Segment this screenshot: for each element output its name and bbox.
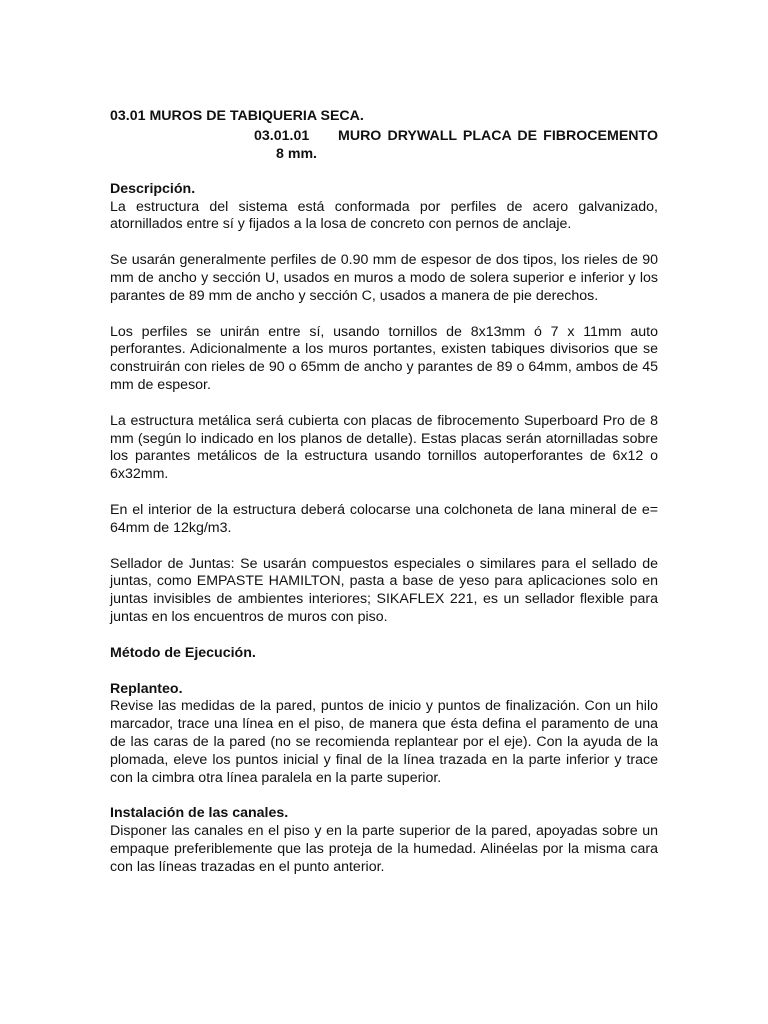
- replanteo-heading: Replanteo.: [110, 680, 183, 697]
- spacer: [110, 395, 658, 413]
- spacer: [110, 663, 658, 681]
- spacer: [110, 234, 658, 252]
- subsection-title-line2: 8 mm.: [276, 145, 318, 162]
- spacer: [110, 787, 658, 805]
- description-heading: Descripción.: [110, 180, 196, 197]
- document-page: [110, 108, 658, 877]
- spacer: [110, 627, 658, 645]
- paragraph-sealant: Sellador de Juntas: Se usarán compuestos especiales o similares para el sellado de juntas, como EMPASTE HAMILTON, pasta a base de yeso para aplicaciones solo en juntas invisibles de ambientes interiores; SIKAFLEX 221, es un sellador flexible para juntas en los encuentros de muros con piso.: [110, 555, 658, 625]
- spacer: [110, 538, 658, 556]
- method-heading: Método de Ejecución.: [110, 644, 256, 661]
- replanteo-paragraph: Revise las medidas de la pared, puntos de inicio y puntos de finalización. Con un hilo marcador, trace una línea en el piso, de manera que ésta defina el paramento de una de las caras de la pared (no se recomienda replantear por el eje). Con la ayuda de la plomada, eleve los puntos inicial y final de la línea trazada en la parte inferior y trace con la cimbra otra línea paralela en la parte superior.: [110, 698, 658, 786]
- paragraph-boards: La estructura metálica será cubierta con placas de fibrocemento Superboard Pro de 8 mm (según lo indicado en los planos de detalle). Estas placas serán atornilladas sobre los parantes metálicos de la estructura usando tornillos autoperforantes de 6x12 o 6x32mm.: [110, 412, 658, 483]
- section-title: 03.01 MUROS DE TABIQUERIA SECA.: [110, 108, 364, 124]
- spacer: [110, 484, 658, 502]
- paragraph-structure: La estructura del sistema está conformada por perfiles de acero galvanizado, atornillados entre sí y fijados a la losa de concreto con pernos de anclaje.: [110, 198, 658, 233]
- spacer: [110, 164, 658, 181]
- canales-heading: Instalación de las canales.: [110, 805, 289, 822]
- paragraph-profiles: Se usarán generalmente perfiles de 0.90 mm de espesor de dos tipos, los rieles de 90 mm de ancho y sección U, usados en muros a modo de solera superior e inferior y los parantes de 89 mm de ancho y sección C, usados a manera de pie derechos.: [110, 252, 658, 304]
- canales-paragraph: Disponer las canales en el piso y en la parte superior de la pared, apoyadas sobre un empaque preferiblemente que las proteja de la humedad. Alinéelas por la misma cara con las líneas trazadas en el punto anterior.: [110, 823, 658, 875]
- subsection-title-line1: MURO DRYWALL PLACA DE FIBROCEMENTO: [338, 127, 658, 144]
- paragraph-insulation: En el interior de la estructura deberá colocarse una colchoneta de lana mineral de e= 64mm de 12kg/m3.: [110, 501, 658, 536]
- subsection-number: 03.01.01: [254, 127, 310, 144]
- spacer: [110, 306, 658, 324]
- subsection-heading: [110, 128, 658, 164]
- paragraph-screws: Los perfiles se unirán entre sí, usando tornillos de 8x13mm ó 7 x 11mm auto perforantes. Adicionalmente a los muros portantes, existen tabiques divisorios que se construirán con rieles de 90 o 65mm de ancho y parantes de 89 o 64mm, ambos de 45 mm de espesor.: [110, 323, 658, 393]
